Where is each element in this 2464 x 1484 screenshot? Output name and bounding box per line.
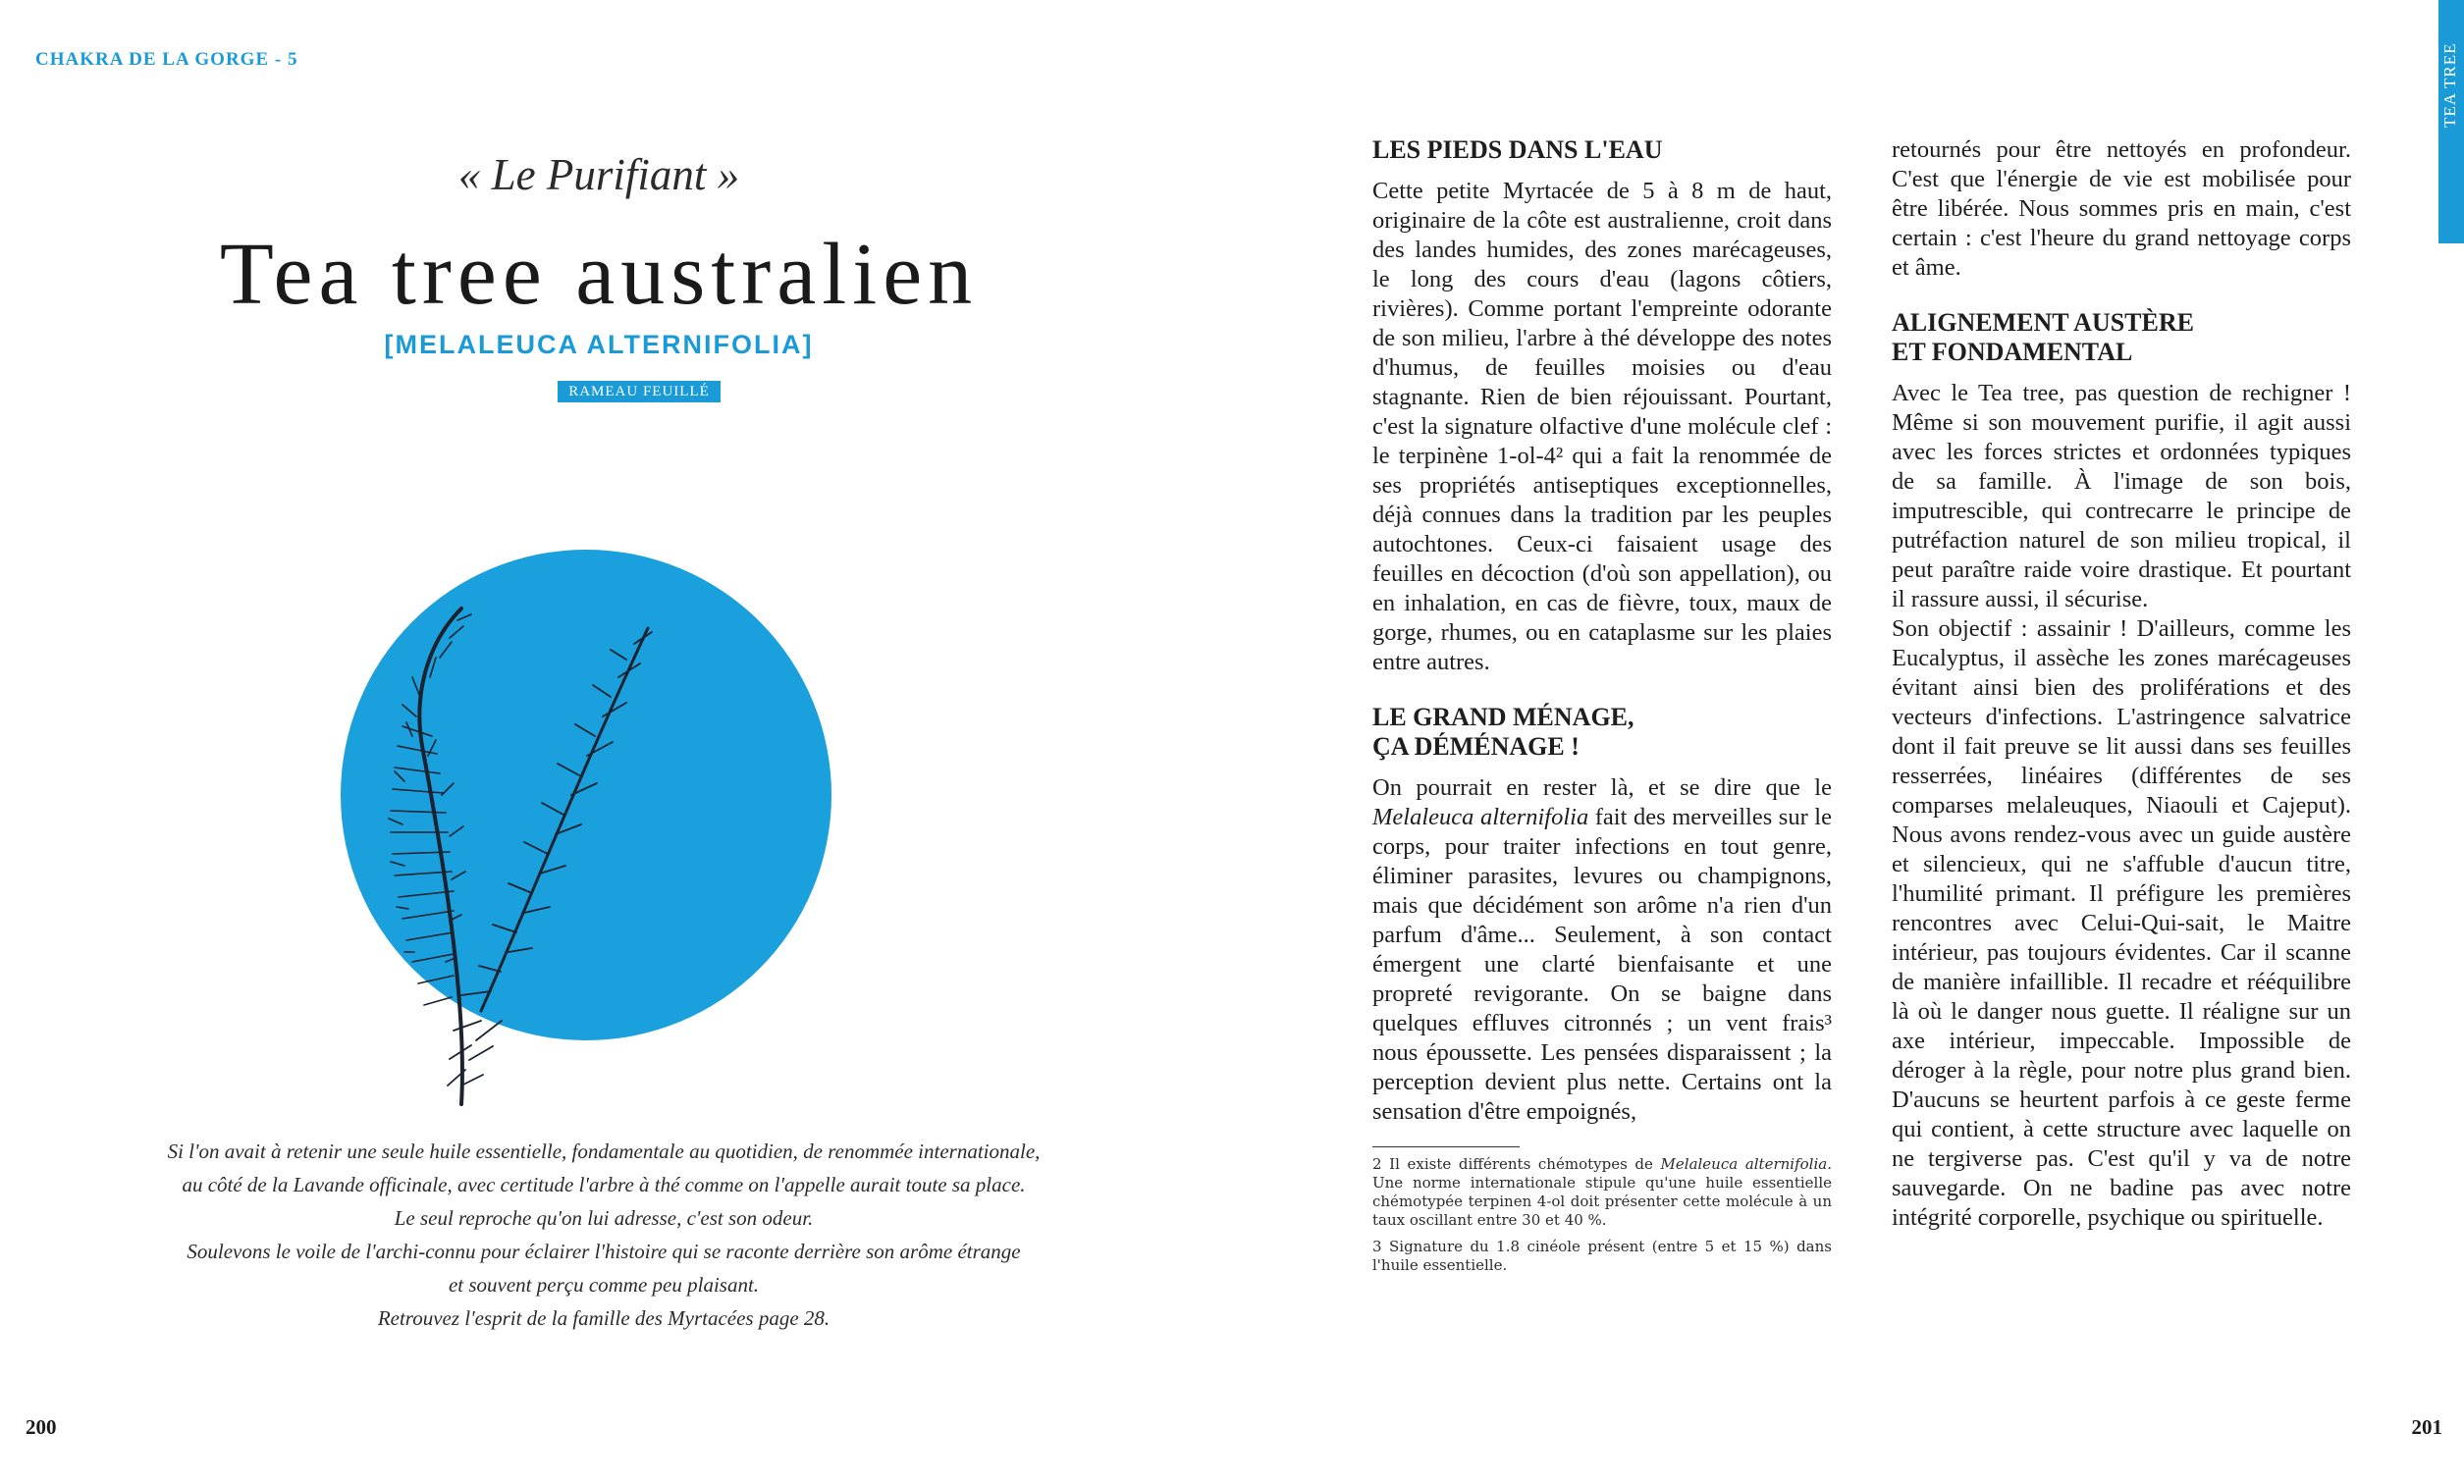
section-heading <box>1892 308 2351 367</box>
intro-line: Retrouvez l'esprit de la famille des Myrtacées page 28. <box>377 1306 830 1330</box>
heading-line: ET FONDAMENTAL <box>1892 338 2133 366</box>
footnote: 3 Signature du 1.8 cinéole présent (entre 5 et 15 %) dans l'huile essentielle. <box>1372 1238 1832 1274</box>
heading-line: ALIGNEMENT AUSTÈRE <box>1892 308 2194 337</box>
heading-line: LE GRAND MÉNAGE, <box>1372 703 1634 731</box>
body-paragraph: Avec le Tea tree, pas question de rechigner ! Même si son mouvement purifie, il agit aussi avec les forces strictes et ordonnées typiques de sa famille. À l'image de son bois, imputrescible, qui contrecarre le principe de putréfaction naturel de son milieu tropical, il peut paraître raide voire drastique. Et pourtant il rassure aussi, il sécurise. <box>1892 380 2351 612</box>
body-paragraph: Cette petite Myrtacée de 5 à 8 m de haut, originaire de la côte est australienne, croit dans des landes humides, des zones marécageuses, le long des cours d'eau (lagons côtiers, rivières). Comme portant l'empreinte odorante de son milieu, l'arbre à thé développe des notes d'humus, de feuilles moisies ou d'eau stagnante. Rien de bien réjouissant. Pourtant, c'est la signature olfactive d'une molécule clef : le terpinène 1-ol-4² qui a fait la renommée de ses propriétés antiseptiques exceptionnelles, déjà connues dans la tradition par les peuples autochtones. Ceux-ci faisaient usage des feuilles en décoction (d'où son appellation), ou en inhalation, en cas de fièvre, toux, maux de gorge, rhumes, ou en cataplasme sur les plaies entre autres. <box>1372 178 1832 675</box>
text-column-left <box>1372 135 1832 1283</box>
intro-line: Soulevons le voile de l'archi-connu pour éclairer l'histoire qui se raconte derrière son arôme étrange <box>187 1240 1021 1263</box>
body-paragraph: retournés pour être nettoyés en profondeur. C'est que l'énergie de vie est mobilisée pour être libérée. Nous sommes pris en main, c'est certain : c'est l'heure du grand nettoyage corps et âme. <box>1892 136 2351 281</box>
footnote: 2 Il existe différents chémotypes de Melaleuca alternifolia. Une norme internationale stipule qu'une huile essentielle chémotypée terpinen 4-ol doit présenter cette molécule à un taux oscillant entre 30 et 40 %. <box>1372 1155 1832 1229</box>
tagline: « Le Purifiant » <box>457 150 740 199</box>
footnotes <box>1372 1155 1832 1275</box>
right-page <box>1232 0 2464 1484</box>
tea-tree-illustration <box>334 550 844 1119</box>
section-heading <box>1372 703 1832 762</box>
intro-text <box>59 1135 1149 1335</box>
heading-line: ÇA DÉMÉNAGE ! <box>1372 732 1580 761</box>
latin-italic: Melaleuca alternifolia <box>1372 804 1589 830</box>
page-title: Tea tree australien <box>219 226 979 323</box>
body-paragraph: On pourrait en rester là, et se dire que le Melaleuca alternifolia fait des merveilles sur le corps, pour traiter infections en tout genre, éliminer parasites, levures ou champignons, mais que décidément son arôme n'a rien d'un parfum d'âme... Seulement, à son contact émergent une clarté bienfaisante et une propreté revigorante. On se baigne dans quelques effluves citronnés ; un vent frais³ nous époussette. Les pensées disparaissent ; la perception devient plus nette. Certains ont la sensation d'être empoignés, <box>1372 774 1832 1125</box>
intro-line: Le seul reproche qu'on lui adresse, c'est son odeur. <box>394 1206 814 1230</box>
intro-line: et souvent perçu comme peu plaisant. <box>448 1273 760 1297</box>
blue-circle <box>341 550 831 1040</box>
intro-line: au côté de la Lavande officinale, avec certitude l'arbre à thé comme on l'appelle aurait toute sa place. <box>182 1173 1026 1196</box>
latin-name: [MELALEUCA ALTERNIFOLIA] <box>384 330 814 359</box>
side-tab-label: TEA TREE <box>2440 42 2459 128</box>
plant-part-badge: RAMEAU FEUILLÉ <box>558 381 721 402</box>
text-column-right <box>1892 135 2351 1233</box>
intro-line: Si l'on avait à retenir une seule huile essentielle, fondamentale au quotidien, de renommée internationale, <box>167 1140 1041 1163</box>
section-heading: LES PIEDS DANS L'EAU <box>1372 135 1663 164</box>
running-header: CHAKRA DE LA GORGE - 5 <box>35 49 298 70</box>
page-number-right: 201 <box>2411 1415 2442 1439</box>
footnote-divider <box>1372 1146 1520 1147</box>
body-paragraph: Son objectif : assainir ! D'ailleurs, comme les Eucalyptus, il assèche les zones marécageuses évitant ainsi bien des proliférations et des vecteurs d'infections. L'astringence salvatrice dont il fait preuve se lit aussi dans ses feuilles resserrées, linéaires (différentes de ses comparses melaleuques, Niaouli et Cajeput). Nous avons rendez-vous avec un guide austère et silencieux, qui ne s'affuble d'aucun titre, l'humilité primant. Il préfigure les premières rencontres avec Celui-Qui-sait, le Maitre intérieur, pas toujours évidentes. Car il scanne de manière infaillible. Il recadre et rééquilibre là où le danger nous guette. Il réaligne sur un axe intérieur, impeccable. Impossible de déroger à la règle, pour notre plus grand bien. D'aucuns se heurtent parfois à ce geste ferme qui contient, à cette structure avec laquelle on ne tergiverse pas. C'est qu'il y va de notre sauvegarde. On ne badine pas avec notre intégrité corporelle, psychique ou spirituelle. <box>1892 615 2351 1231</box>
page-number-left: 200 <box>26 1415 57 1439</box>
